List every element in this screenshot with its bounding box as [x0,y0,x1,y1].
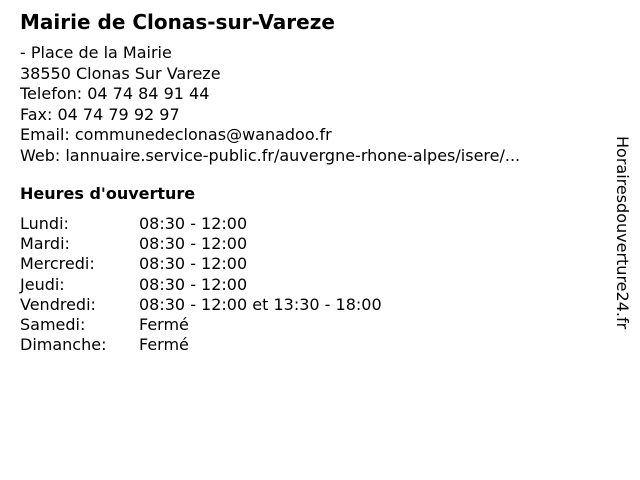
hours-heading: Heures d'ouverture [20,184,196,203]
contact-info [20,43,520,166]
page-title: Mairie de Clonas-sur-Vareze [20,10,335,34]
brand-watermark: Horairesdouverture24.fr [613,136,632,330]
day-label: Vendredi: [20,294,96,314]
time-value: 08:30 - 12:00 et 13:30 - 18:00 [139,294,382,314]
hours-row-thursday [20,275,382,295]
day-label: Dimanche: [20,335,107,355]
website-url: Web: lannuaire.service-public.fr/auvergne-rhone-alpes/isere/... [20,145,521,165]
day-label: Jeudi: [20,274,65,294]
time-value: 08:30 - 12:00 [139,274,248,294]
time-value: 08:30 - 12:00 [139,214,248,233]
email-address: Email: communedeclonas@wanadoo.fr [20,125,332,144]
time-value: 08:30 - 12:00 [139,254,248,274]
city-address: 38550 Clonas Sur Vareze [20,63,221,83]
fax-number: Fax: 04 74 79 92 97 [20,104,180,124]
day-label: Mercredi: [20,254,95,274]
hours-row-sunday [20,335,382,355]
time-value: Fermé [139,335,189,355]
time-value: Fermé [139,314,189,334]
hours-row-tuesday [20,234,382,254]
hours-row-monday [20,214,382,234]
day-label: Mardi: [20,234,70,254]
day-label: Lundi: [20,214,69,233]
hours-row-friday [20,295,382,315]
hours-row-wednesday [20,254,382,274]
opening-hours-list [20,214,382,355]
street-address: - Place de la Mairie [20,43,172,62]
time-value: 08:30 - 12:00 [139,234,248,254]
day-label: Samedi: [20,314,86,334]
hours-row-saturday [20,315,382,335]
phone-number: Telefon: 04 74 84 91 44 [20,84,210,103]
